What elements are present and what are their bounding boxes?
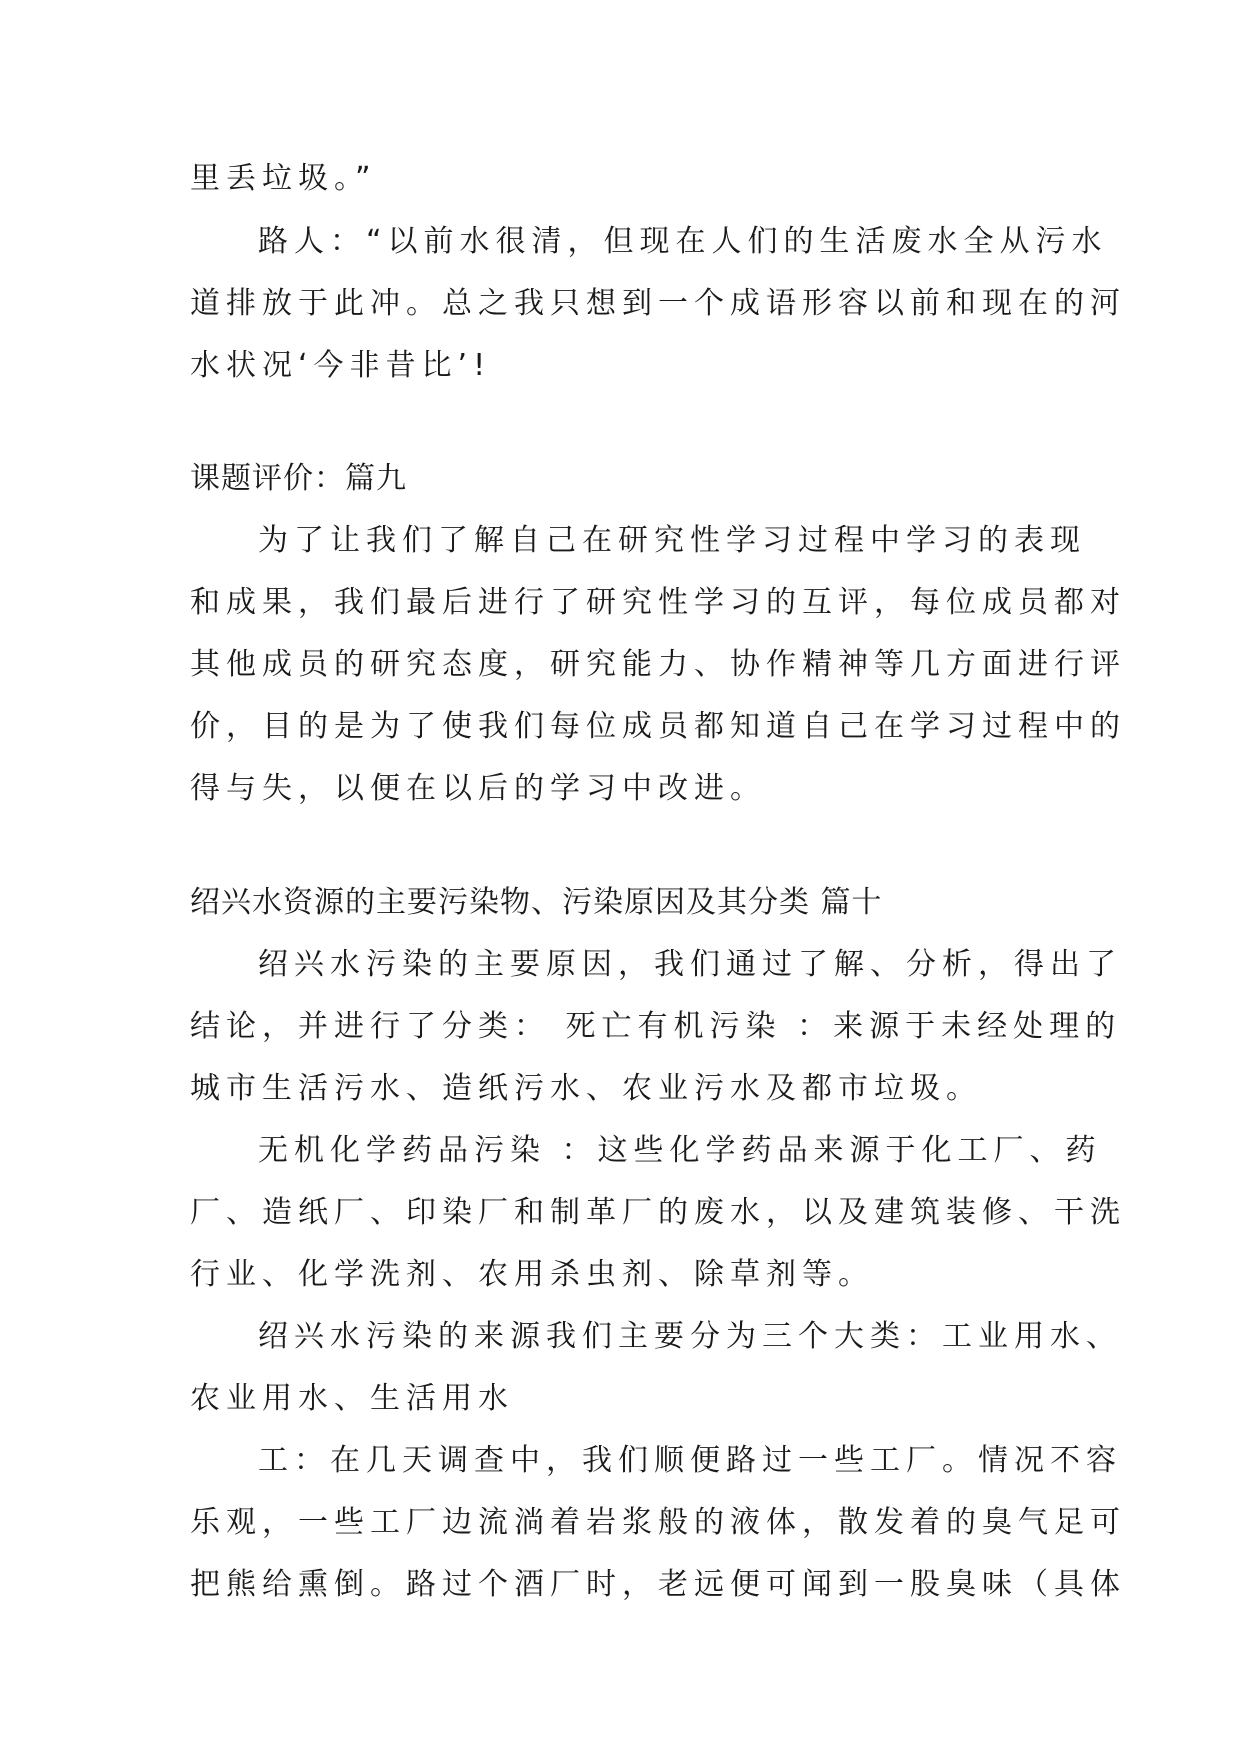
paragraph-line: 水状况‘今非昔比’! <box>190 348 492 383</box>
paragraph-line: 行业、化学洗剂、农用杀虫剂、除草剂等。 <box>190 1257 874 1292</box>
paragraph-line: 无机化学药品污染 ：这些化学药品来源于化工厂、药 <box>258 1133 1102 1168</box>
paragraph-line: 结论，并进行了分类： 死亡有机污染 ：来源于未经处理的 <box>190 1009 1122 1044</box>
paragraph-line: 得与失，以便在以后的学习中改进。 <box>190 771 766 806</box>
paragraph-line: 其他成员的研究态度，研究能力、协作精神等几方面进行评 <box>190 647 1126 682</box>
paragraph-line: 工：在几天调查中，我们顺便路过一些工厂。情况不容 <box>258 1443 1122 1478</box>
paragraph-line: 厂、造纸厂、印染厂和制革厂的废水，以及建筑装修、干洗 <box>190 1195 1126 1230</box>
paragraph-line: 价，目的是为了使我们每位成员都知道自己在学习过程中的 <box>190 709 1126 744</box>
section-heading: 绍兴水资源的主要污染物、污染原因及其分类 篇十 <box>190 885 883 920</box>
paragraph-line: 道排放于此冲。总之我只想到一个成语形容以前和现在的河 <box>190 286 1126 321</box>
paragraph-line: 把熊给熏倒。路过个酒厂时，老远便可闻到一股臭味（具体 <box>190 1567 1126 1602</box>
paragraph-line: 乐观，一些工厂边流淌着岩浆般的液体，散发着的臭气足可 <box>190 1505 1126 1540</box>
paragraph-line: 农业用水、生活用水 <box>190 1381 514 1416</box>
paragraph-line: 绍兴水污染的来源我们主要分为三个大类：工业用水、 <box>258 1319 1122 1354</box>
paragraph-line: 和成果，我们最后进行了研究性学习的互评，每位成员都对 <box>190 585 1126 620</box>
paragraph-line: 里丢垃圾。” <box>190 161 377 196</box>
paragraph-line: 绍兴水污染的主要原因，我们通过了解、分析，得出了 <box>258 947 1122 982</box>
paragraph-line: 为了让我们了解自己在研究性学习过程中学习的表现 <box>258 523 1086 558</box>
section-heading: 课题评价：篇九 <box>190 461 407 496</box>
paragraph-line: 城市生活污水、造纸污水、农业污水及都市垃圾。 <box>190 1071 982 1106</box>
paragraph-line: 路人：“以前水很清，但现在人们的生活废水全从污水 <box>258 224 1108 259</box>
